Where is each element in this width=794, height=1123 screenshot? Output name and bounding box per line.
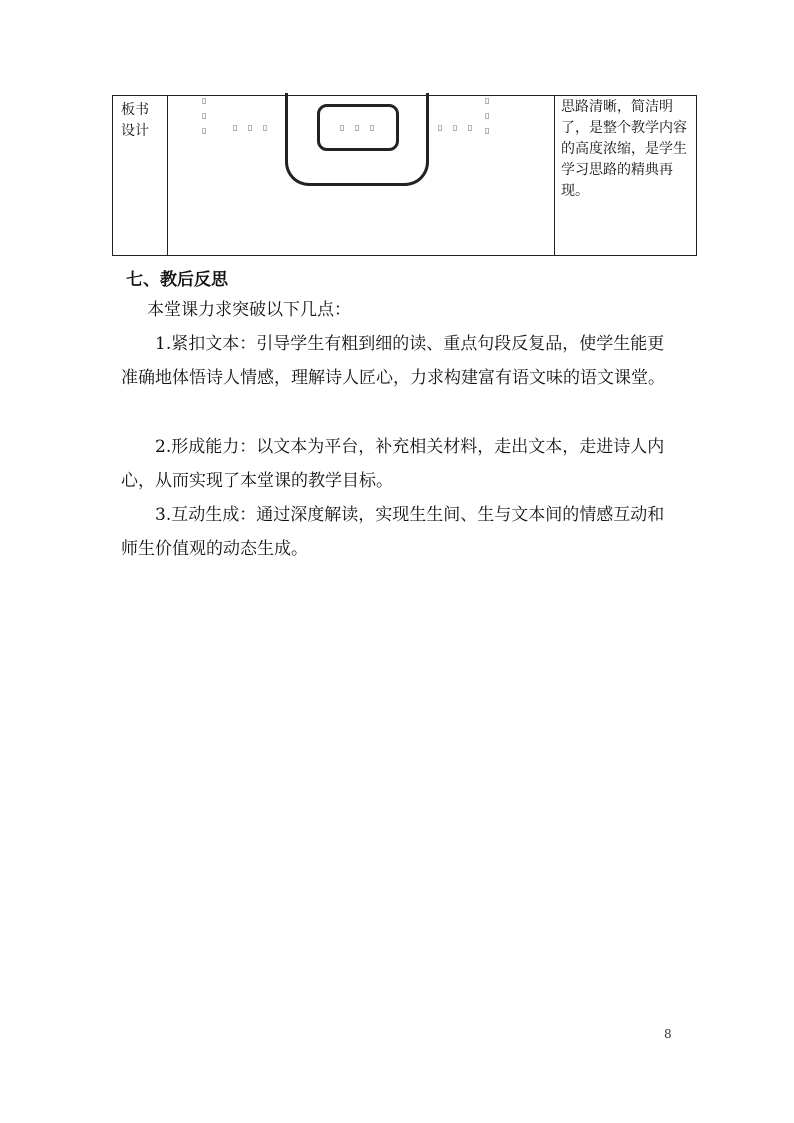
diagram-right-group: ▯ ▯ ▯ [438,123,477,132]
diagram-center-group: ▯ ▯ ▯ [340,123,379,132]
board-design-note: 思路清晰，简洁明了，是整个教学内容的高度浓缩，是学生学习思路的精典再现。 [561,99,687,199]
reflection-point-3: 3.互动生成：通过深度解读，实现生生间、生与文本间的情感互动和师生价值观的动态生成。 [121,505,665,559]
reflection-point-2: 2.形成能力：以文本为平台，补充相关材料，走出文本，走进诗人内心，从而实现了本堂课的教学目标。 [121,437,665,491]
reflection-point-1: 1.紧扣文本：引导学生有粗到细的读、重点句段反复品，使学生能更准确地体悟诗人情感，理解诗人匠心，力求构建富有语文味的语文课堂。 [121,334,665,388]
reflection-intro: 本堂课力求突破以下几点： [147,300,351,320]
board-design-table [112,95,697,256]
diagram-left-group: ▯ ▯ ▯ [233,123,272,132]
board-design-label: 板书设计 [121,102,149,139]
table-divider [554,96,555,255]
table-divider [167,96,168,255]
diagram-column-right: ▯ ▯ ▯ [485,96,490,135]
section-heading: 七、教后反思 [126,270,228,290]
board-design-diagram [169,96,554,255]
page-number: 8 [664,1027,672,1041]
diagram-column-left: ▯ ▯ ▯ [202,96,207,135]
